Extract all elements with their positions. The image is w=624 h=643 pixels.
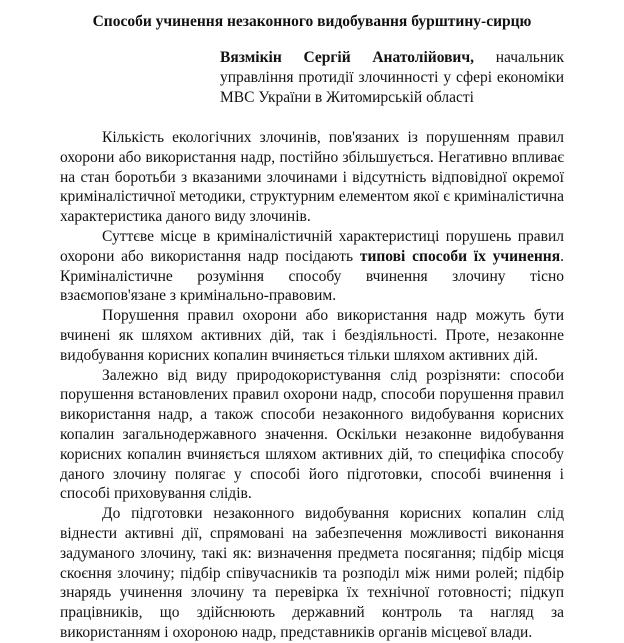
author-name: Вязмікін Сергій Анатолійович,	[220, 49, 474, 66]
paragraph-4: Залежно від виду природокористування слід розрізняти: способи порушення встановлених правил охорони надр, способи порушення правил використання надр, а також способи незаконного видобування корисних копалин загальнодержавного значення. Оскільки незаконне видобування корисних копалин вчиняється шляхом активних дій, то специфіка способу даного злочину полягає у способі його підготовки, способі вчинення і способі приховування слідів.	[60, 366, 564, 503]
paragraph-2-bold: типові способи їх учинення	[359, 247, 561, 265]
author-block	[220, 48, 564, 108]
paragraph-2-before: Суттєве місце в криміналістичній характеристиці порушень правил охорони або використання надр посідають	[60, 227, 564, 265]
paragraph-5: До підготовки незаконного видобування корисних копалин слід віднести активні дії, спрямовані на забезпечення можливості виконання задуманого злочину, такі як: визначення предмета посягання; підбір місця скоєння злочину; підбір співучасників та розподіл між ними ролей; підбір знарядь учинення злочину та перевірка їх технічної готовності; підкуп працівників, що здійснюють державний контроль та нагляд за використанням і охороною надр, представників органів місцевої влади.	[60, 505, 564, 641]
paragraph-3: Порушення правил охорони або використання надр можуть бути вчинені як шляхом активних дій, так і бездіяльності. Проте, незаконне видобування корисних копалин вчиняється тільки шляхом активних дій.	[60, 307, 564, 364]
paragraph-2-after: . Криміналістичне розуміння способу вчинення злочину тісно взаємопов'язане з кримінально-правовим.	[60, 247, 564, 305]
document-title: Способи учинення незаконного видобування бурштину-сирцю	[92, 13, 532, 30]
paragraph-2	[60, 227, 564, 306]
paragraph-1: Кількість екологічних злочинів, пов'язаних із порушенням правил охорони або використання надр, постійно збільшується. Негативно впливає на стан боротьби з вказаними злочинами і відсутність відповідної окремої криміналістичної методики, структурним елементом якої є криміналістична характеристика даного виду злочинів.	[60, 129, 564, 226]
author-position: начальник управління протидії злочинності у сфері економіки МВС України в Житомирській області	[220, 49, 564, 106]
